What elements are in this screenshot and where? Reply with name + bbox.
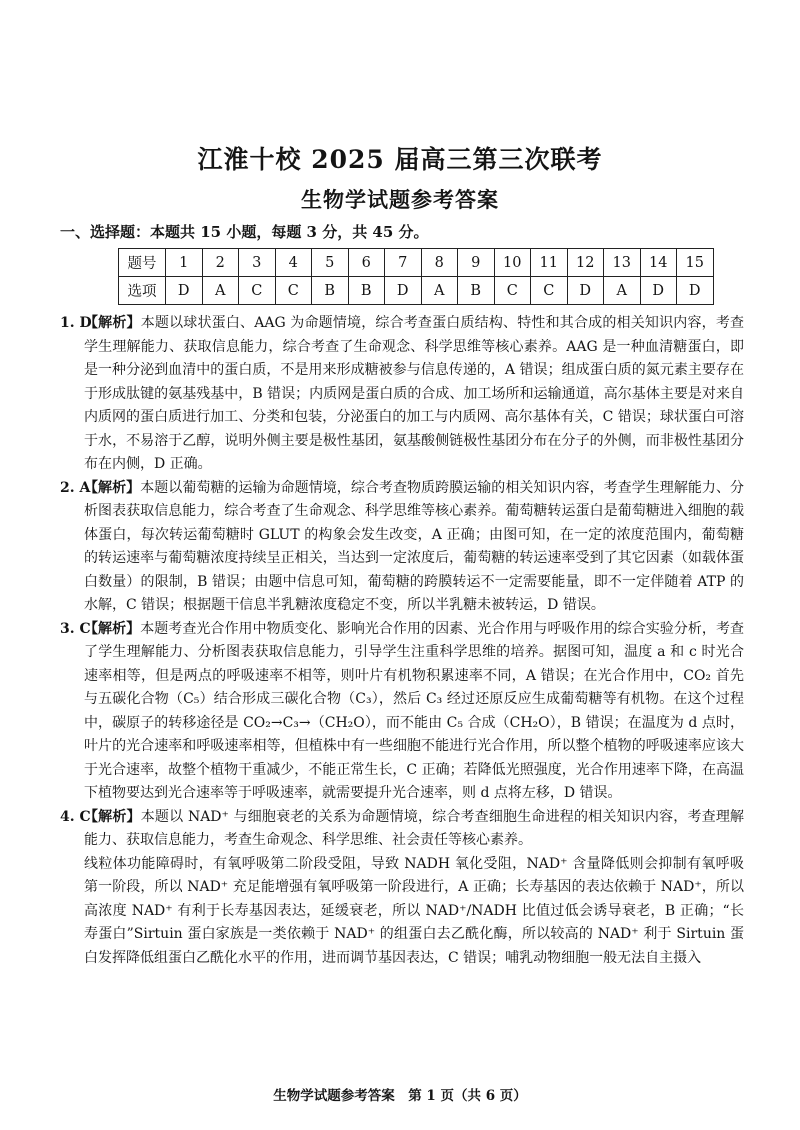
table-cell: B: [312, 277, 349, 305]
table-cell: 15: [677, 249, 714, 277]
analysis-tag: 【解析】: [84, 479, 141, 496]
analysis-tag: 【解析】: [84, 808, 141, 825]
table-cell: 11: [531, 249, 568, 277]
table-cell: 5: [312, 249, 349, 277]
explanation-text: 本题考查光合作用中物质变化、影响光合作用的因素、光合作用与呼吸作用的综合实验分析，考查了学生理解能力、分析图表获取信息能力，引导学生注重科学思维的培养。据图可知，温度 a 和 c 时光合速率相等，但是两点的呼吸速率不相等，则叶片有机物积累速率不同，A 错误；在光合作用中，CO₂ 首先与五碳化合物（C₅）结合形成三碳化合物（C₃），然后 C₃ 经过还原反应生成葡萄糖等有机物。在这个过程中，碳原子的转移途径是 CO₂→C₃→（CH₂O），而不能由 C₅ 合成（CH₂O），B 错误；在温度为 d 点时，叶片的光合速率和呼吸速率相等，但植株中有一些细胞不能进行光合作用，所以整个植物的呼吸速率应该大于光合速率，故整个植物干重减少，不能正常生长，C 正确；若降低光照强度，光合作用速率下降，在高温下植物要达到光合速率等于呼吸速率，就需要提升光合速率，则 d 点将左移，D 错误。: [84, 620, 745, 801]
table-cell: 10: [494, 249, 531, 277]
analysis-tag: 【解析】: [84, 620, 141, 637]
table-row-label: 题号: [119, 249, 166, 277]
table-cell: 6: [348, 249, 385, 277]
table-cell: 4: [275, 249, 312, 277]
explanation-paragraph: [84, 806, 744, 853]
table-cell: D: [567, 277, 604, 305]
explanation-item: [60, 618, 744, 806]
table-cell: D: [640, 277, 677, 305]
table-cell: A: [421, 277, 458, 305]
table-cell: D: [166, 277, 203, 305]
answer-table: [118, 248, 714, 305]
table-cell: 13: [604, 249, 641, 277]
explanation-text: 本题以 NAD⁺ 与细胞衰老的关系为命题情境，综合考查细胞生命进程的相关知识内容，考查理解能力、获取信息能力，考查生命观念、科学思维、社会责任等核心素养。: [84, 808, 745, 848]
question-answer: 1. D: [60, 315, 92, 331]
table-cell: C: [531, 277, 568, 305]
table-cell: D: [677, 277, 714, 305]
table-cell: D: [385, 277, 422, 305]
table-cell: 1: [166, 249, 203, 277]
explanation-paragraph: 线粒体功能障碍时，有氧呼吸第二阶段受阻，导致 NADH 氧化受阻，NAD⁺ 含量降低则会抑制有氧呼吸第一阶段，所以 NAD⁺ 充足能增强有氧呼吸第一阶段进行，A 正确；长寿基因的表达依赖于 NAD⁺，所以高浓度 NAD⁺ 有利于长寿基因表达，延缓衰老，所以 NAD⁺/NADH 比值过低会诱导衰老，B 正确；“长寿蛋白”Sirtuin 蛋白家族是一类依赖于 NAD⁺ 的组蛋白去乙酰化酶，所以较高的 NAD⁺ 利于 Sirtuin 蛋白发挥降低组蛋白乙酰化水平的作用，进而调节基因表达，C 错误；哺乳动物细胞一般无法自主摄入: [84, 855, 744, 966]
explanation-text: 本题以葡萄糖的运输为命题情境，综合考查物质跨膜运输的相关知识内容，考查学生理解能力、分析图表获取信息能力，综合考查了生命观念、科学思维等核心素养。葡萄糖转运蛋白是葡萄糖进入细胞的载体蛋白，每次转运葡萄糖时 GLUT 的构象会发生改变，A 正确；由图可知，在一定的浓度范围内，葡萄糖的转运速率与葡萄糖浓度持续呈正相关，当达到一定浓度后，葡萄糖的转运速率受到了其它因素（如载体蛋白数量）的限制，B 错误；由题中信息可知，葡萄糖的跨膜转运不一定需要能量，即不一定伴随着 ATP 的水解，C 错误；根据题干信息半乳糖浓度稳定不变，所以半乳糖未被转运，D 错误。: [84, 479, 745, 613]
table-cell: 8: [421, 249, 458, 277]
explanation-item: [60, 477, 744, 618]
explanation-item: [60, 806, 744, 971]
question-answer: 2. A: [60, 479, 91, 496]
explanation-text: 本题以球状蛋白、AAG 为命题情境，综合考查蛋白质结构、特性和其合成的相关知识内容，考查学生理解能力、获取信息能力，综合考查了生命观念、科学思维等核心素养。AAG 是一种血清糖蛋白，即是一种分泌到血清中的蛋白质，不是用来形成糖被参与信息传递的，A 错误；组成蛋白质的氮元素主要存在于形成肽键的氨基残基中，B 错误；内质网是蛋白质的合成、加工场所和运输通道，高尔基体主要是对来自内质网的蛋白质进行加工、分类和包装，分泌蛋白的加工与内质网、高尔基体有关，C 错误；球状蛋白可溶于水，不易溶于乙醇，说明外侧主要是极性基团，氨基酸侧链极性基团分布在分子的外侧，而非极性基团分布在内侧，D 正确。: [84, 315, 745, 472]
document-subtitle: 生物学试题参考答案: [301, 187, 499, 212]
answer-table-number-row: [119, 249, 714, 277]
exam-title: 江淮十校 2025 届高三第三次联考: [197, 145, 603, 174]
table-cell: B: [458, 277, 495, 305]
table-cell: C: [239, 277, 276, 305]
explanation-body: [84, 312, 744, 477]
table-cell: C: [494, 277, 531, 305]
answer-table-option-row: [119, 277, 714, 305]
question-answer: 3. C: [60, 620, 91, 637]
table-cell: 7: [385, 249, 422, 277]
table-cell: A: [202, 277, 239, 305]
table-cell: C: [275, 277, 312, 305]
table-cell: 2: [202, 249, 239, 277]
page-footer: 生物学试题参考答案 第 1 页（共 6 页）: [273, 1088, 527, 1104]
table-cell: 14: [640, 249, 677, 277]
table-cell: 9: [458, 249, 495, 277]
section-heading: 一、选择题：本题共 15 小题，每题 3 分，共 45 分。: [60, 223, 429, 241]
explanation-body: [84, 806, 744, 971]
table-row-label: 选项: [119, 277, 166, 305]
table-cell: 3: [239, 249, 276, 277]
table-cell: B: [348, 277, 385, 305]
question-answer: 4. C: [60, 808, 91, 825]
explanation-item: [60, 312, 744, 477]
analysis-tag: 【解析】: [84, 315, 141, 331]
explanation-body: [84, 618, 744, 806]
table-cell: 12: [567, 249, 604, 277]
table-cell: A: [604, 277, 641, 305]
explanations: [60, 312, 744, 970]
explanation-body: [84, 477, 744, 618]
